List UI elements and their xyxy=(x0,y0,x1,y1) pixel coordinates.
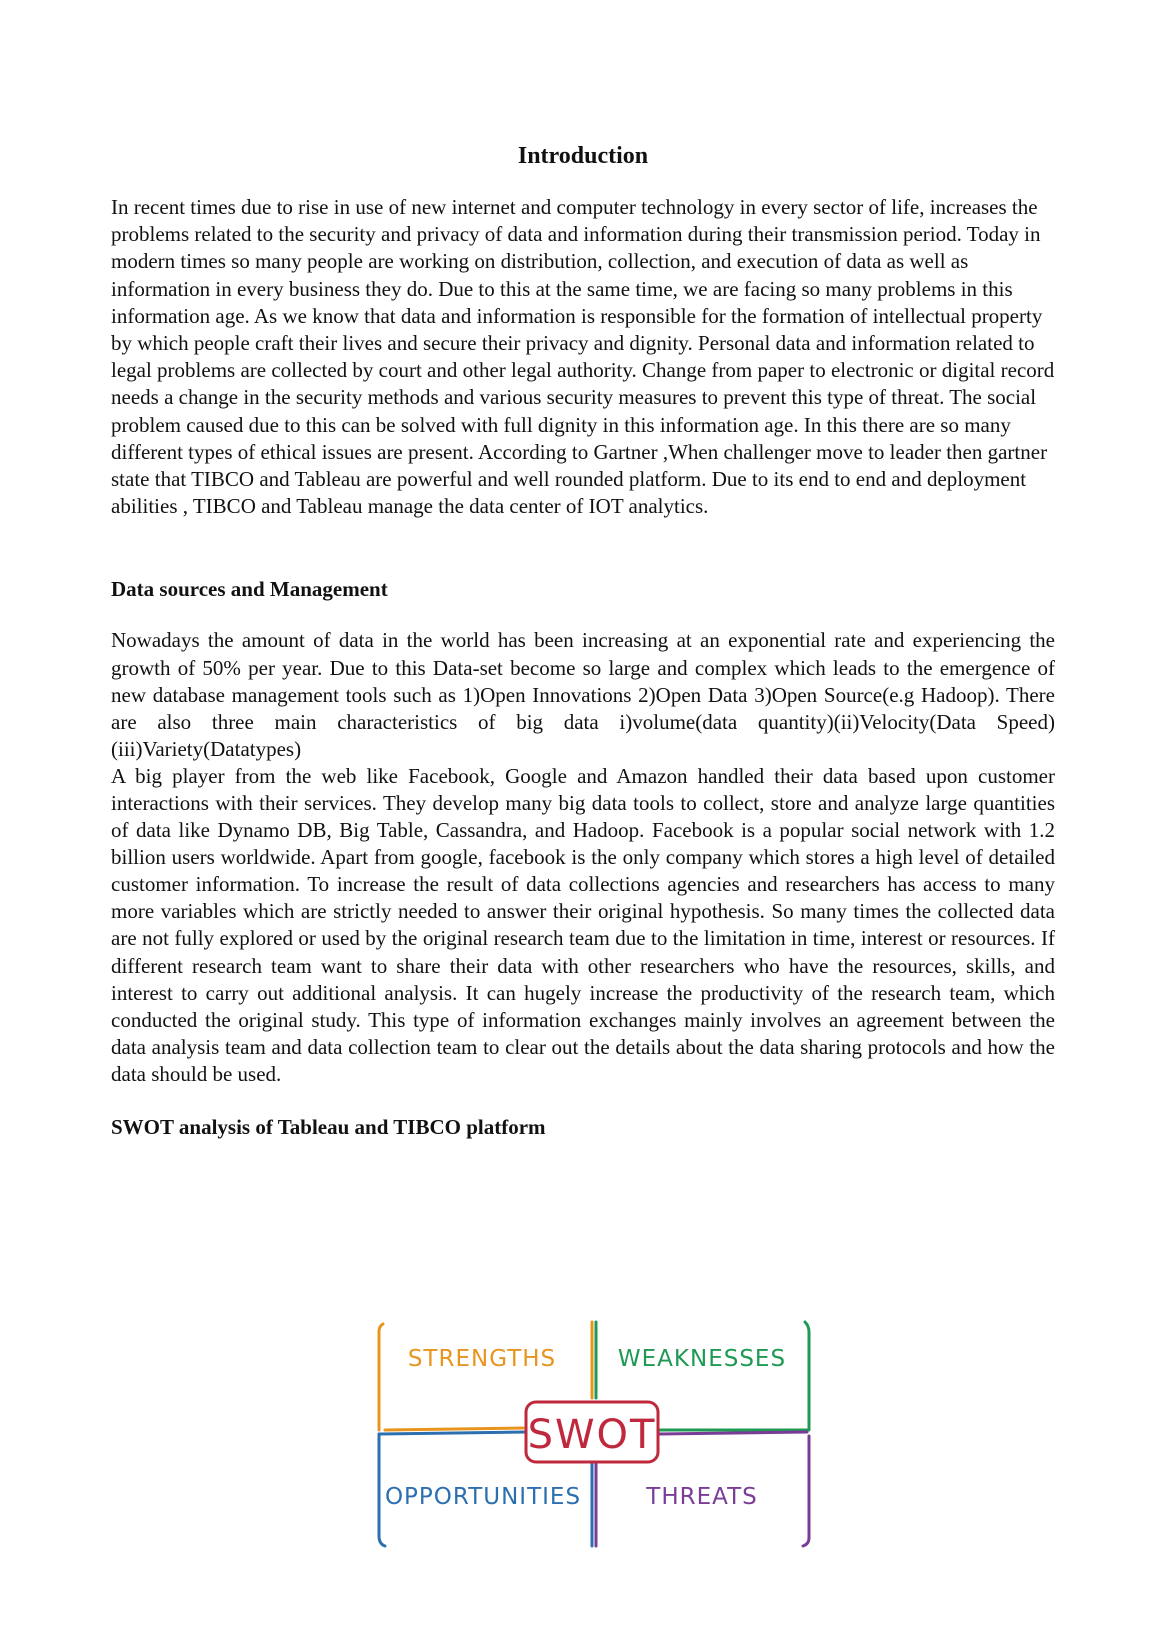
threats-divider xyxy=(659,1432,807,1434)
strengths-divider xyxy=(385,1428,523,1430)
opportunities-divider xyxy=(379,1432,525,1434)
opportunities-label: OPPORTUNITIES xyxy=(384,1484,582,1510)
weaknesses-border xyxy=(805,1322,809,1430)
strengths-label: STRENGTHS xyxy=(407,1346,557,1372)
threats-label: THREATS xyxy=(646,1484,758,1510)
swot-diagram xyxy=(377,1318,812,1548)
data-sources-heading: Data sources and Management xyxy=(111,577,388,602)
intro-paragraph: In recent times due to rise in use of new internet and computer technology in every sector of life, increases the problems related to the security and privacy of data and information during their transmission period. Today in modern times so many people are working on distribution, collection, and execution of data as well as information in every business they do. Due to this at the same time, we are facing so many problems in this information age. As we know that data and information is responsible for the formation of intellectual property by which people craft their lives and secure their privacy and dignity. Personal data and information related to legal problems are collected by court and other legal authority. Change from paper to electronic or digital record needs a change in the security methods and various security measures to prevent this type of threat. The social problem caused due to this can be solved with full dignity in this information age. In this there are so many different types of ethical issues are present. According to Gartner ,When challenger move to leader then gartner state that TIBCO and Tableau are powerful and well rounded platform. Due to its end to end and deployment abilities , TIBCO and Tableau manage the data center of IOT analytics. xyxy=(111,195,1055,519)
document-page xyxy=(111,140,1055,1141)
data-paragraph-1: Nowadays the amount of data in the world has been increasing at an exponential rate and experiencing the growth of 50% per year. Due to this Data-set become so large and complex which leads to the emergence of new database management tools such as 1)Open Innovations 2)Open Data 3)Open Source(e.g Hadoop). There are also three main characteristics of big data i)volume(data quantity)(ii)Velocity(Data Speed) (iii)Variety(Datatypes) xyxy=(111,628,1055,761)
strengths-border xyxy=(379,1324,383,1430)
swot-heading: SWOT analysis of Tableau and TIBCO platform xyxy=(111,1115,546,1140)
threats-border xyxy=(803,1436,809,1546)
swot-diagram-svg xyxy=(377,1318,812,1548)
page-title: Introduction xyxy=(517,143,649,169)
weaknesses-label: WEAKNESSES xyxy=(617,1346,787,1372)
data-paragraph-2: A big player from the web like Facebook, Google and Amazon handled their data based upon customer interactions with their services. They develop many big data tools to collect, store and analyze large quantities of data like Dynamo DB, Big Table, Cassandra, and Hadoop. Facebook is a popular social network with 1.2 billion users worldwide. Apart from google, facebook is the only company which stores a high level of detailed customer information. To increase the result of data collections agencies and researchers has access to many more variables which are strictly needed to answer their original hypothesis. So many times the collected data are not fully explored or used by the original research team due to the limitation in time, interest or resources. If different research team want to share their data with other researchers who have the resources, skills, and interest to carry out additional analysis. It can hugely increase the productivity of the research team, which conducted the original study. This type of information exchanges mainly involves an agreement between the data analysis team and data collection team to clear out the details about the data sharing protocols and how the data should be used. xyxy=(111,763,1055,1086)
swot-center-label: SWOT xyxy=(527,1412,657,1458)
